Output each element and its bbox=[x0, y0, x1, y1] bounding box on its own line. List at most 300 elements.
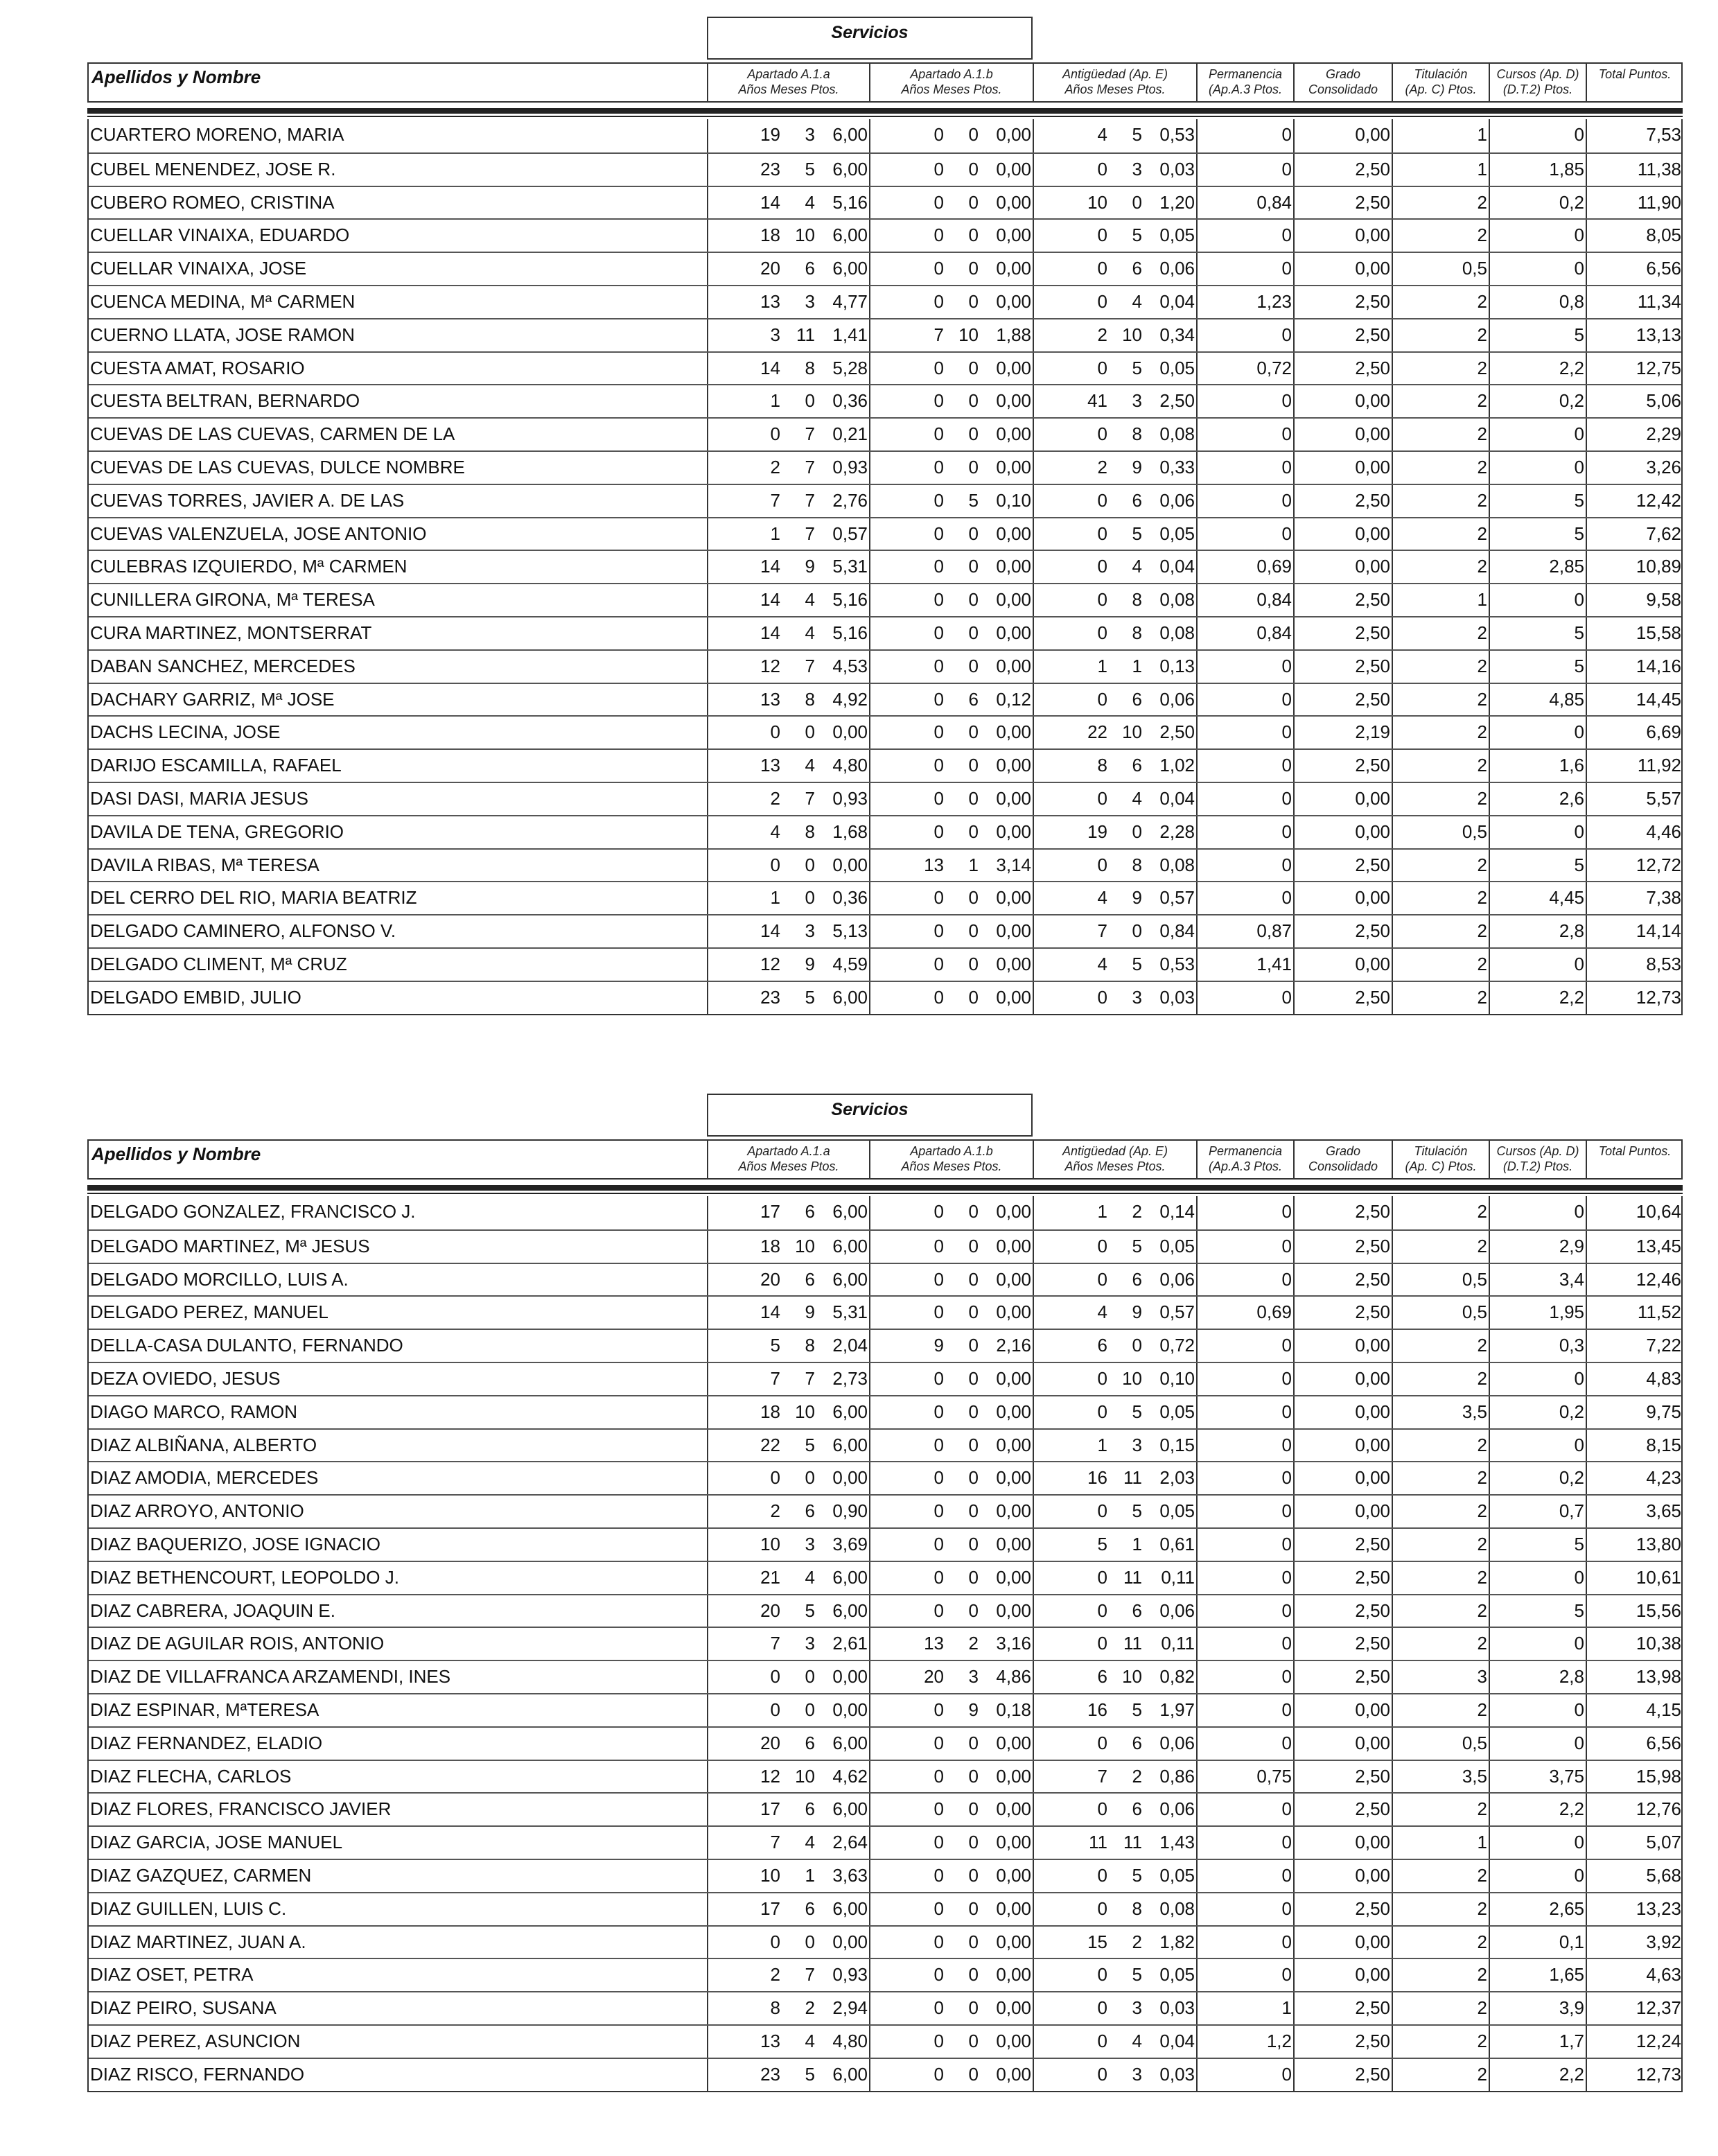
column-divider bbox=[1392, 1330, 1393, 1362]
score-cell: 10 bbox=[1122, 324, 1142, 345]
table-row bbox=[89, 981, 1681, 1014]
score-cell: 0,87 bbox=[1256, 920, 1292, 942]
column-divider bbox=[1489, 684, 1490, 716]
column-divider bbox=[1586, 1728, 1587, 1760]
score-cell: 0 bbox=[770, 1931, 780, 1952]
score-cell: 0,05 bbox=[1159, 1235, 1195, 1256]
column-divider bbox=[1586, 1794, 1587, 1825]
score-cell: 0 bbox=[1574, 1434, 1584, 1455]
score-cell: 12,76 bbox=[1636, 1798, 1681, 1820]
table-row bbox=[89, 1925, 1681, 1958]
column-divider bbox=[1392, 518, 1393, 550]
score-cell: 7 bbox=[770, 1367, 780, 1389]
score-cell: 0,04 bbox=[1159, 290, 1195, 312]
score-cell: 0,04 bbox=[1159, 787, 1195, 809]
person-name: DIAZ MARTINEZ, JUAN A. bbox=[90, 1931, 306, 1952]
score-cell: 7 bbox=[805, 523, 815, 544]
score-cell: 11,38 bbox=[1637, 158, 1681, 179]
score-cell: 0 bbox=[968, 1434, 979, 1455]
column-divider bbox=[1196, 1959, 1198, 1991]
score-cell: 10 bbox=[795, 1235, 815, 1256]
score-cell: 7 bbox=[805, 423, 815, 445]
table-row bbox=[89, 1428, 1681, 1462]
column-divider bbox=[707, 1562, 708, 1594]
score-cell: 3 bbox=[968, 1666, 979, 1688]
column-divider bbox=[1489, 1927, 1490, 1958]
score-cell: 0 bbox=[933, 1302, 944, 1323]
column-divider bbox=[1586, 1430, 1587, 1462]
score-cell: 5,68 bbox=[1646, 1864, 1681, 1886]
score-cell: 5 bbox=[1132, 1964, 1142, 1986]
perm-header-line-1: Permanencia bbox=[1208, 67, 1283, 81]
score-cell: 0,5 bbox=[1462, 1732, 1487, 1753]
score-cell: 10 bbox=[1087, 191, 1107, 213]
column-divider bbox=[1196, 651, 1198, 683]
score-cell: 12,24 bbox=[1636, 2030, 1681, 2051]
column-divider bbox=[1586, 1761, 1587, 1793]
column-divider bbox=[1196, 1297, 1198, 1329]
column-divider bbox=[707, 1893, 708, 1925]
column-divider bbox=[1392, 1496, 1393, 1527]
column-divider bbox=[1033, 253, 1034, 285]
column-divider bbox=[869, 1231, 870, 1263]
score-cell: 2 bbox=[1477, 1201, 1487, 1222]
column-divider bbox=[1293, 1992, 1295, 2024]
person-name: DACHARY GARRIZ, Mª JOSE bbox=[90, 688, 335, 710]
column-divider bbox=[1033, 1196, 1034, 1229]
score-cell: 0 bbox=[933, 1964, 944, 1986]
table-row bbox=[89, 1229, 1681, 1263]
column-divider bbox=[1033, 551, 1034, 583]
score-cell: 0 bbox=[1281, 1699, 1292, 1720]
score-cell: 10 bbox=[1122, 1367, 1142, 1389]
column-divider bbox=[1033, 1860, 1034, 1892]
column-divider bbox=[869, 154, 870, 186]
table-row bbox=[89, 384, 1681, 417]
column-divider bbox=[707, 1196, 708, 1229]
score-cell: 4 bbox=[805, 1566, 815, 1588]
score-cell: 0 bbox=[1281, 158, 1292, 179]
column-divider bbox=[1392, 1761, 1393, 1793]
column-divider bbox=[1033, 882, 1034, 914]
score-cell: 0 bbox=[1097, 357, 1107, 378]
score-cell: 23 bbox=[760, 158, 780, 179]
column-divider bbox=[1392, 452, 1393, 484]
score-cell: 16 bbox=[1087, 1699, 1107, 1720]
score-cell: 2,50 bbox=[1355, 1235, 1390, 1256]
score-cell: 2,50 bbox=[1355, 755, 1390, 776]
servicios-label: Servicios bbox=[707, 1094, 1033, 1137]
column-divider bbox=[869, 882, 870, 914]
table-row bbox=[89, 815, 1681, 848]
column-divider bbox=[1392, 1628, 1393, 1660]
score-cell: 0 bbox=[933, 755, 944, 776]
score-cell: 0 bbox=[933, 721, 944, 743]
column-divider bbox=[707, 882, 708, 914]
column-divider bbox=[1033, 1330, 1034, 1362]
score-cell: 13 bbox=[924, 1633, 944, 1654]
column-divider bbox=[1586, 982, 1587, 1014]
column-divider bbox=[1392, 1959, 1393, 1991]
antig-column-header bbox=[1033, 1141, 1196, 1178]
score-cell: 0 bbox=[1281, 821, 1292, 842]
column-divider bbox=[1033, 220, 1034, 252]
score-cell: 7,22 bbox=[1646, 1335, 1681, 1356]
column-divider bbox=[1489, 154, 1490, 186]
person-name: DABAN SANCHEZ, MERCEDES bbox=[90, 655, 356, 676]
column-divider bbox=[1033, 385, 1034, 417]
score-cell: 13 bbox=[760, 755, 780, 776]
score-cell: 0 bbox=[770, 721, 780, 743]
score-cell: 1 bbox=[1097, 1201, 1107, 1222]
score-cell: 7 bbox=[770, 1633, 780, 1654]
person-name: CUBEL MENENDEZ, JOSE R. bbox=[90, 158, 336, 179]
score-cell: 0 bbox=[1097, 1401, 1107, 1422]
table-row bbox=[89, 517, 1681, 550]
score-cell: 0 bbox=[968, 258, 979, 279]
table-row bbox=[89, 318, 1681, 351]
score-cell: 4 bbox=[1097, 124, 1107, 145]
score-cell: 0 bbox=[1574, 953, 1584, 974]
score-cell: 0 bbox=[1281, 324, 1292, 345]
score-cell: 0,84 bbox=[1256, 589, 1292, 611]
score-cell: 6,00 bbox=[832, 1268, 868, 1290]
score-cell: 6 bbox=[1132, 258, 1142, 279]
score-cell: 0 bbox=[1574, 1732, 1584, 1753]
score-cell: 0 bbox=[1281, 1600, 1292, 1621]
score-cell: 0,00 bbox=[1355, 124, 1390, 145]
score-cell: 2,76 bbox=[832, 489, 868, 511]
score-cell: 1,85 bbox=[1549, 158, 1584, 179]
column-divider bbox=[1489, 617, 1490, 649]
score-cell: 0 bbox=[1097, 1566, 1107, 1588]
score-cell: 1,41 bbox=[1256, 953, 1292, 974]
score-cell: 0 bbox=[968, 1500, 979, 1522]
score-cell: 6,69 bbox=[1646, 721, 1681, 743]
a1b-header-line-2: Años Meses Ptos. bbox=[901, 82, 1002, 96]
score-cell: 6,00 bbox=[832, 1401, 868, 1422]
column-divider bbox=[1293, 882, 1295, 914]
score-cell: 9 bbox=[805, 556, 815, 577]
column-divider bbox=[1392, 717, 1393, 748]
column-divider bbox=[1033, 1264, 1034, 1296]
column-divider bbox=[1293, 982, 1295, 1014]
column-divider bbox=[1293, 1196, 1295, 1229]
person-name: DELGADO CLIMENT, Mª CRUZ bbox=[90, 953, 347, 974]
column-divider bbox=[869, 1959, 870, 1991]
score-cell: 6,56 bbox=[1646, 258, 1681, 279]
column-divider bbox=[869, 551, 870, 583]
person-name: DIAZ BETHENCOURT, LEOPOLDO J. bbox=[90, 1566, 399, 1588]
perm-column-header bbox=[1196, 64, 1293, 101]
score-cell: 0 bbox=[933, 589, 944, 611]
score-cell: 0 bbox=[1097, 854, 1107, 875]
column-divider bbox=[1586, 551, 1587, 583]
column-divider bbox=[1489, 1628, 1490, 1660]
score-cell: 0,00 bbox=[832, 854, 868, 875]
score-cell: 0,34 bbox=[1159, 324, 1195, 345]
titul-header-line-1: Titulación bbox=[1414, 1144, 1468, 1158]
score-cell: 10 bbox=[1122, 721, 1142, 743]
score-cell: 0 bbox=[968, 986, 979, 1008]
score-cell: 0 bbox=[1281, 456, 1292, 477]
column-divider bbox=[1293, 1496, 1295, 1527]
score-cell: 0,06 bbox=[1159, 489, 1195, 511]
score-cell: 0 bbox=[933, 1401, 944, 1422]
score-cell: 12,73 bbox=[1636, 986, 1681, 1008]
column-divider bbox=[1033, 518, 1034, 550]
score-cell: 0 bbox=[770, 1666, 780, 1688]
score-cell: 6,00 bbox=[832, 1235, 868, 1256]
column-divider bbox=[1293, 1363, 1295, 1395]
score-cell: 0,53 bbox=[1159, 953, 1195, 974]
score-cell: 2,8 bbox=[1559, 920, 1584, 942]
score-cell: 10 bbox=[1122, 1666, 1142, 1688]
score-cell: 0,08 bbox=[1159, 622, 1195, 643]
score-cell: 0 bbox=[1097, 2030, 1107, 2051]
antig-header-line-1: Antigüedad (Ap. E) bbox=[1062, 67, 1168, 81]
score-cell: 6 bbox=[805, 1732, 815, 1753]
column-divider bbox=[1586, 119, 1587, 152]
score-cell: 7 bbox=[805, 787, 815, 809]
titul-header-line-1: Titulación bbox=[1414, 67, 1468, 81]
score-cell: 4 bbox=[805, 191, 815, 213]
score-cell: 4,62 bbox=[832, 1765, 868, 1787]
score-cell: 0 bbox=[805, 1467, 815, 1489]
column-divider bbox=[1489, 949, 1490, 981]
column-divider bbox=[1293, 452, 1295, 484]
column-divider bbox=[869, 949, 870, 981]
score-cell: 0,00 bbox=[996, 953, 1031, 974]
score-cell: 5,16 bbox=[832, 589, 868, 611]
score-cell: 13,23 bbox=[1636, 1898, 1681, 1919]
score-cell: 2,50 bbox=[1355, 1268, 1390, 1290]
column-divider bbox=[707, 949, 708, 981]
score-cell: 0 bbox=[1281, 1335, 1292, 1356]
score-cell: 0 bbox=[1097, 225, 1107, 246]
column-divider bbox=[1033, 1794, 1034, 1825]
column-divider bbox=[707, 1927, 708, 1958]
column-divider bbox=[1293, 1860, 1295, 1892]
column-divider bbox=[707, 816, 708, 848]
score-cell: 0 bbox=[1097, 523, 1107, 544]
column-divider bbox=[1033, 1430, 1034, 1462]
score-cell: 0 bbox=[1097, 1633, 1107, 1654]
column-divider bbox=[1196, 750, 1198, 782]
column-divider bbox=[869, 915, 870, 947]
grado-header-line-1: Grado bbox=[1325, 67, 1361, 81]
column-divider bbox=[1293, 1430, 1295, 1462]
column-divider bbox=[1392, 1462, 1393, 1494]
column-divider bbox=[1586, 783, 1587, 815]
column-divider bbox=[1196, 419, 1198, 450]
score-cell: 0,00 bbox=[996, 1566, 1031, 1588]
score-cell: 22 bbox=[760, 1434, 780, 1455]
score-cell: 0 bbox=[933, 225, 944, 246]
score-cell: 20 bbox=[760, 258, 780, 279]
score-cell: 0,00 bbox=[996, 1898, 1031, 1919]
score-cell: 4,46 bbox=[1646, 821, 1681, 842]
column-divider bbox=[1196, 253, 1198, 285]
score-cell: 1 bbox=[1477, 589, 1487, 611]
score-cell: 2,50 bbox=[1159, 390, 1195, 412]
score-cell: 2 bbox=[1132, 1201, 1142, 1222]
column-divider bbox=[1293, 119, 1295, 152]
score-cell: 2 bbox=[1477, 523, 1487, 544]
column-divider bbox=[1392, 1728, 1393, 1760]
score-cell: 0 bbox=[933, 1533, 944, 1554]
column-divider bbox=[1293, 1661, 1295, 1693]
score-cell: 0,00 bbox=[996, 1765, 1031, 1787]
score-cell: 0 bbox=[968, 423, 979, 445]
score-cell: 4,23 bbox=[1646, 1467, 1681, 1489]
score-cell: 2,16 bbox=[996, 1335, 1031, 1356]
score-cell: 2,50 bbox=[1355, 1666, 1390, 1688]
column-divider bbox=[1392, 1860, 1393, 1892]
column-divider bbox=[1392, 1363, 1393, 1395]
score-cell: 15,58 bbox=[1636, 622, 1681, 643]
column-divider bbox=[869, 1794, 870, 1825]
score-cell: 0 bbox=[1097, 1367, 1107, 1389]
column-divider bbox=[1196, 385, 1198, 417]
table-row bbox=[89, 1792, 1681, 1825]
score-cell: 0,00 bbox=[996, 655, 1031, 676]
score-cell: 0 bbox=[968, 1268, 979, 1290]
score-cell: 2,29 bbox=[1646, 423, 1681, 445]
column-divider bbox=[869, 2059, 870, 2091]
score-cell: 6,00 bbox=[832, 1600, 868, 1621]
score-cell: 0 bbox=[1281, 1500, 1292, 1522]
column-divider bbox=[1033, 1661, 1034, 1693]
score-cell: 9,58 bbox=[1646, 589, 1681, 611]
score-cell: 6 bbox=[1132, 688, 1142, 710]
column-divider bbox=[1586, 154, 1587, 186]
score-cell: 0,10 bbox=[1159, 1367, 1195, 1389]
score-cell: 2,50 bbox=[1355, 1898, 1390, 1919]
score-cell: 0,21 bbox=[832, 423, 868, 445]
column-divider bbox=[869, 1363, 870, 1395]
score-cell: 1 bbox=[1132, 1533, 1142, 1554]
score-cell: 13 bbox=[924, 854, 944, 875]
person-name: DIAZ GUILLEN, LUIS C. bbox=[90, 1898, 287, 1919]
score-cell: 0 bbox=[1132, 821, 1142, 842]
score-cell: 10,61 bbox=[1636, 1566, 1681, 1588]
antig-header-line-1: Antigüedad (Ap. E) bbox=[1062, 1144, 1168, 1158]
score-cell: 8 bbox=[1132, 1898, 1142, 1919]
table-row bbox=[89, 715, 1681, 748]
column-divider bbox=[1033, 1761, 1034, 1793]
column-divider bbox=[1033, 2026, 1034, 2058]
score-cell: 0,82 bbox=[1159, 1666, 1195, 1688]
table-row bbox=[89, 782, 1681, 815]
column-divider bbox=[1586, 1231, 1587, 1263]
score-cell: 2 bbox=[1477, 1500, 1487, 1522]
score-cell: 0,00 bbox=[1355, 1732, 1390, 1753]
column-divider bbox=[1586, 1264, 1587, 1296]
score-cell: 0,00 bbox=[996, 357, 1031, 378]
column-divider bbox=[1489, 982, 1490, 1014]
score-cell: 6 bbox=[805, 1898, 815, 1919]
score-cell: 6,00 bbox=[832, 1434, 868, 1455]
table-row bbox=[89, 1627, 1681, 1660]
column-divider bbox=[1489, 385, 1490, 417]
score-cell: 0 bbox=[933, 290, 944, 312]
score-cell: 2,28 bbox=[1159, 821, 1195, 842]
score-cell: 0,00 bbox=[996, 622, 1031, 643]
score-cell: 0 bbox=[1281, 1832, 1292, 1853]
column-divider bbox=[1586, 584, 1587, 616]
person-name: DIAZ DE VILLAFRANCA ARZAMENDI, INES bbox=[90, 1666, 451, 1688]
score-cell: 0,08 bbox=[1159, 1898, 1195, 1919]
score-cell: 4 bbox=[1132, 290, 1142, 312]
score-cell: 0,18 bbox=[996, 1699, 1031, 1720]
score-cell: 0 bbox=[968, 1201, 979, 1222]
score-cell: 0 bbox=[1097, 1864, 1107, 1886]
table-row bbox=[89, 914, 1681, 947]
score-cell: 0 bbox=[805, 1666, 815, 1688]
person-name: CUBERO ROMEO, CRISTINA bbox=[90, 191, 335, 213]
score-cell: 0 bbox=[933, 489, 944, 511]
score-cell: 13 bbox=[760, 290, 780, 312]
antig-header-line-2: Años Meses Ptos. bbox=[1064, 1159, 1166, 1173]
score-cell: 0,00 bbox=[832, 1931, 868, 1952]
score-cell: 0,00 bbox=[996, 423, 1031, 445]
column-divider bbox=[1392, 1794, 1393, 1825]
score-cell: 0,00 bbox=[996, 225, 1031, 246]
person-name: DAVILA DE TENA, GREGORIO bbox=[90, 821, 344, 842]
score-cell: 0 bbox=[933, 655, 944, 676]
column-divider bbox=[707, 286, 708, 318]
column-divider bbox=[1196, 286, 1198, 318]
score-cell: 10 bbox=[795, 225, 815, 246]
column-divider bbox=[1489, 1396, 1490, 1428]
column-divider bbox=[869, 1628, 870, 1660]
score-cell: 0 bbox=[968, 158, 979, 179]
score-cell: 0,05 bbox=[1159, 1964, 1195, 1986]
score-cell: 5,31 bbox=[832, 1302, 868, 1323]
score-cell: 2,50 bbox=[1355, 2063, 1390, 2085]
column-divider bbox=[1293, 1959, 1295, 1991]
score-cell: 2,85 bbox=[1549, 556, 1584, 577]
score-cell: 2,61 bbox=[832, 1633, 868, 1654]
column-divider bbox=[1033, 1893, 1034, 1925]
score-cell: 0 bbox=[968, 1367, 979, 1389]
column-divider bbox=[1586, 385, 1587, 417]
person-name: DEZA OVIEDO, JESUS bbox=[90, 1367, 281, 1389]
score-cell: 1,2 bbox=[1266, 2030, 1292, 2051]
antig-column-header bbox=[1033, 64, 1196, 101]
table-row bbox=[89, 1461, 1681, 1494]
column-divider bbox=[1196, 1496, 1198, 1527]
table-row bbox=[89, 616, 1681, 649]
score-cell: 0 bbox=[1281, 523, 1292, 544]
score-cell: 0 bbox=[968, 1798, 979, 1820]
column-divider bbox=[1586, 1562, 1587, 1594]
score-cell: 4 bbox=[805, 2030, 815, 2051]
column-divider bbox=[1293, 2059, 1295, 2091]
score-cell: 0 bbox=[1097, 556, 1107, 577]
column-divider bbox=[1392, 850, 1393, 882]
column-divider bbox=[1392, 1992, 1393, 2024]
score-cell: 0 bbox=[1097, 1600, 1107, 1621]
score-cell: 0 bbox=[1281, 1931, 1292, 1952]
column-divider bbox=[1586, 651, 1587, 683]
score-cell: 0,93 bbox=[832, 456, 868, 477]
score-cell: 3 bbox=[1132, 986, 1142, 1008]
score-cell: 0,11 bbox=[1161, 1566, 1195, 1588]
score-cell: 0,00 bbox=[996, 1434, 1031, 1455]
column-divider bbox=[1489, 850, 1490, 882]
